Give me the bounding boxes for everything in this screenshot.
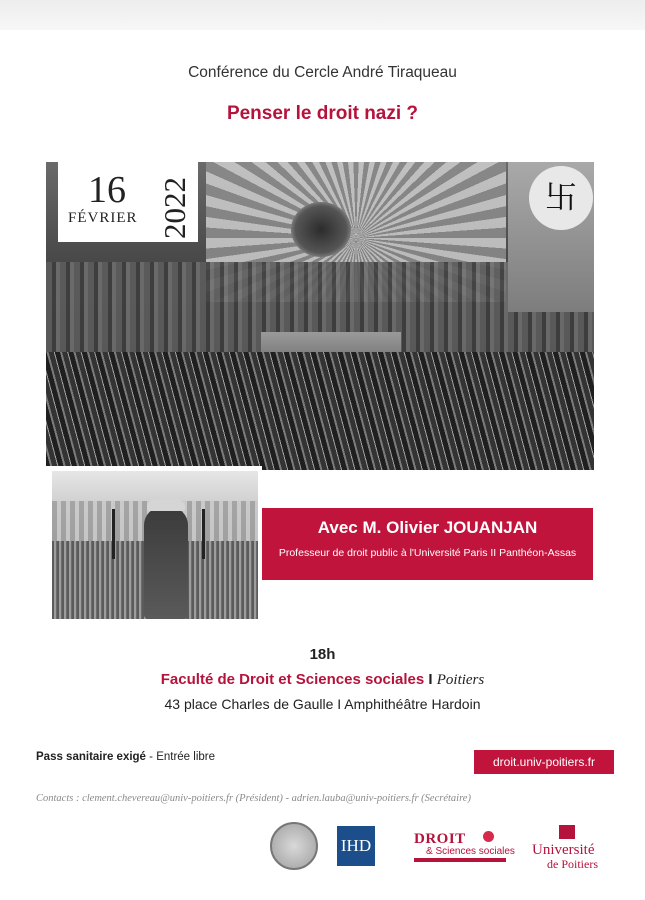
photo-cap — [147, 499, 185, 511]
photo-microphone — [202, 509, 205, 559]
conference-series: Conférence du Cercle André Tiraqueau — [188, 64, 457, 81]
entry-free: - Entrée libre — [145, 751, 215, 763]
speaker-role: Professeur de droit public à l'Université Paris II Panthéon-Assas — [278, 547, 577, 559]
droit-logo-dot — [483, 831, 494, 842]
event-address: 43 place Charles de Gaulle I Amphithéâtre Hardoin — [164, 696, 481, 712]
venue-separator: I — [428, 671, 433, 688]
event-venue — [0, 671, 645, 689]
date-day: 16 — [88, 169, 126, 211]
droit-logo-subtitle: & Sciences sociales — [426, 846, 515, 857]
date-month: FÉVRIER — [68, 210, 138, 226]
event-time: 18h — [309, 646, 336, 663]
droit-logo-bar — [414, 858, 506, 862]
cercle-seal-logo — [270, 822, 318, 870]
photo-figure — [144, 507, 188, 619]
venue-city: Poitiers — [436, 672, 485, 688]
faculty-name: Faculté de Droit et Sciences sociales — [160, 671, 425, 688]
university-logo-line2: de Poitiers — [547, 857, 598, 871]
photo-crowd — [46, 352, 594, 470]
pass-requirement: Pass sanitaire exigé — [36, 751, 146, 763]
small-photo — [52, 471, 258, 619]
photo-microphone — [112, 509, 115, 559]
top-band — [0, 0, 645, 30]
pass-notice — [36, 751, 215, 763]
conference-title: Penser le droit nazi ? — [226, 103, 419, 124]
date-year: 2022 — [157, 177, 192, 239]
droit-logo-title: DROIT — [414, 831, 466, 847]
contacts-line: Contacts : clement.chevereau@univ-poitiers.fr (Président) - adrien.lauba@univ-poitiers.fr (Secrétaire) — [36, 793, 471, 804]
university-logo-icon — [559, 825, 575, 839]
speaker-name: Avec M. Olivier JOUANJAN — [317, 518, 538, 537]
website-link[interactable]: droit.univ-poitiers.fr — [492, 755, 596, 769]
university-logo-line1: Université — [532, 842, 595, 858]
ihd-logo: IHD — [337, 826, 375, 866]
photo-banner-symbol: 卐 — [544, 179, 577, 215]
photo-emblem — [291, 202, 351, 257]
